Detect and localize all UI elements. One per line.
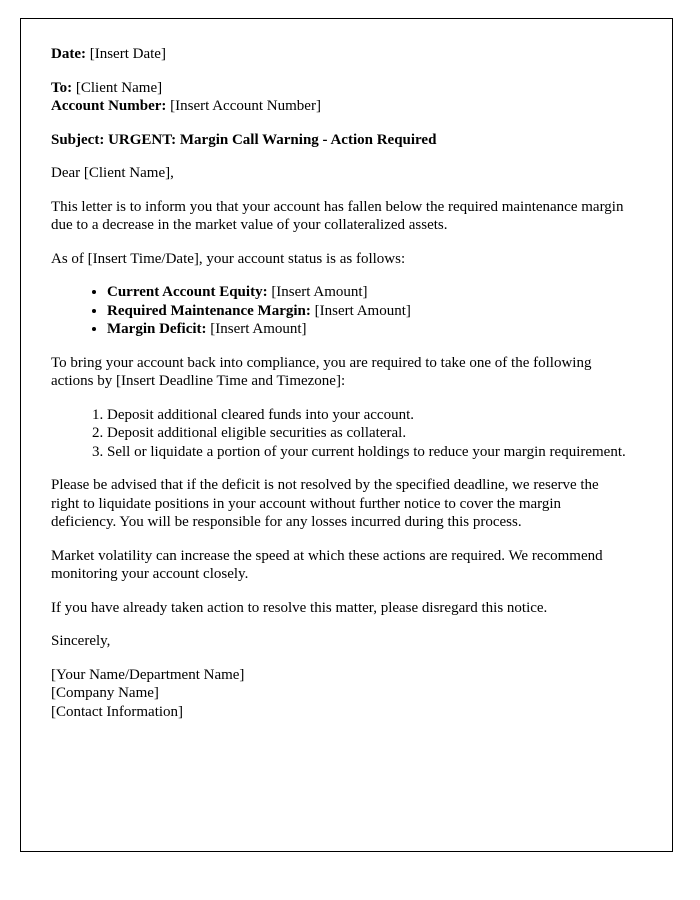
account-number-label: Account Number: (51, 98, 167, 114)
status-item-label: Margin Deficit: (107, 321, 207, 337)
account-number-line (51, 97, 626, 116)
status-item-value: [Insert Amount] (310, 302, 411, 319)
required-actions-list (51, 406, 626, 462)
subject-line (51, 131, 626, 150)
to-value: [Client Name] (72, 79, 163, 96)
list-item: 1. Deposit additional cleared funds into your account. (107, 406, 626, 425)
signature-name-line: [Your Name/Department Name] (51, 666, 245, 683)
paragraph-volatility: Market volatility can increase the speed at which these actions are required. We recommend monitoring your account closely. (51, 547, 603, 582)
status-item-label: Current Account Equity: (107, 284, 268, 300)
date-line (51, 45, 626, 64)
signature-block (51, 666, 626, 722)
paragraph-status-intro: As of [Insert Time/Date], your account status is as follows: (51, 250, 406, 267)
list-item: 2. Deposit additional eligible securities as collateral. (107, 424, 626, 443)
paragraph-disregard: If you have already taken action to resolve this matter, please disregard this notice. (51, 599, 548, 616)
letter-page (20, 18, 673, 852)
list-item (107, 302, 626, 321)
subject-text: Subject: URGENT: Margin Call Warning - Action Required (51, 131, 437, 148)
date-label: Date: (51, 46, 86, 62)
to-line (51, 79, 626, 98)
salutation: Dear [Client Name], (51, 165, 174, 181)
status-item-value: [Insert Amount] (206, 321, 307, 337)
list-item: 3. Sell or liquidate a portion of your current holdings to reduce your margin requirement. (107, 443, 626, 462)
paragraph-compliance: To bring your account back into compliance, you are required to take one of the following actions by [Insert Deadline Time and Timezone]: (51, 354, 592, 389)
account-status-list (51, 283, 626, 339)
closing: Sincerely, (51, 633, 111, 649)
status-item-value: [Insert Amount] (267, 284, 368, 300)
paragraph-advised: Please be advised that if the deficit is not resolved by the specified deadline, we reserve the right to liquidate positions in your account without further notice to cover the margin deficiency. You will be responsible for any losses incurred during this process. (51, 477, 599, 530)
date-value: [Insert Date] (85, 46, 166, 62)
list-item (107, 283, 626, 302)
signature-contact-line: [Contact Information] (51, 703, 184, 720)
paragraph-inform: This letter is to inform you that your account has fallen below the required maintenance margin due to a decrease in the market value of your collateralized assets. (51, 198, 624, 233)
to-label: To: (51, 79, 73, 96)
signature-company-line: [Company Name] (51, 685, 159, 701)
status-item-label: Required Maintenance Margin: (107, 302, 311, 319)
list-item (107, 320, 626, 339)
account-number-value: [Insert Account Number] (166, 98, 321, 114)
